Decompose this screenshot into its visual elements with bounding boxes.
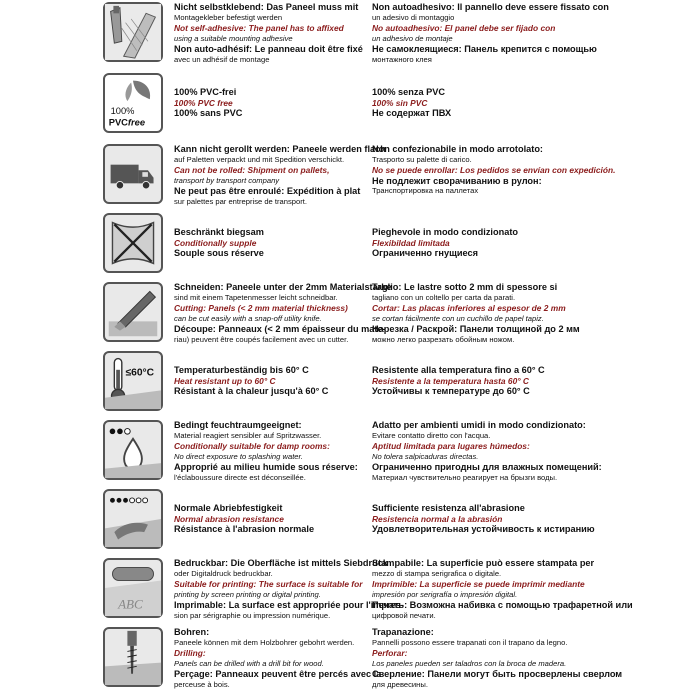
abrasion-hand-icon	[103, 489, 163, 549]
row-5-left-text: Temperaturbeständig bis 60° C Heat resistant up to 60° C Résistant à la chaleur jusqu'à 60° C	[174, 365, 329, 397]
svg-text:PVCfree: PVCfree	[108, 117, 146, 128]
adhesive-tube-icon	[103, 2, 163, 62]
row-9-left-text: Bohren: Paneele können mit dem Holzbohrer gebohrt werden. Drilling: Panels can be drilled with a drill bit for wood. Perçage: Panneaux peuvent être percés avec la perceuse à bois.	[174, 627, 382, 689]
row-1-left-text: 100% PVC-frei 100% PVC free 100% sans PVC	[174, 87, 243, 119]
thermometer-icon	[103, 351, 163, 411]
svg-text:≤60°C: ≤60°C	[125, 367, 155, 379]
row-3-left-text: Beschränkt biegsam Conditionally supple Souple sous réserve	[174, 227, 264, 259]
row-7-left-text: Normale Abriebfestigkeit Normal abrasion resistance Résistance à l'abrasion normale	[174, 503, 315, 535]
row-8-right-text: Stampabile: La superficie può essere stampata per mezzo di stampa serigrafica o digitale. Imprimible: La superficie se puede imprimir mediante impresión por serigrafía o impresión digital. Печать: Возможна набивка с помощью трафаретной или цифровой печати.	[372, 558, 633, 620]
truck-icon	[103, 144, 163, 204]
pvc-icon-percent: 100%	[110, 106, 135, 117]
row-9-right-text: Trapanazione: Pannelli possono essere trapanati con il trapano da legno. Perforar: Los paneles pueden ser taladros con la broca de madera. Сверление: Панели могут быть просверлены сверлом для древесины.	[372, 627, 623, 689]
row-6-right-text: Adatto per ambienti umidi in modo condizionato: Evitare contatto diretto con l'acqua. Aptitud limitada para lugares húmedos: No tolera salpicaduras directas. Ограниченно пригодны для влажных помещений: Материал чувствительно реагирует на брызги воды.	[372, 420, 602, 482]
row-6-left-text: Bedingt feuchtraumgeeignet: Material reagiert sensibler auf Spritzwasser. Conditionally suitable for damp rooms: No direct exposure to splashing water. Approprié au milieu humide sous réserve: l'éclaboussure directe est déconseillée.	[174, 420, 358, 482]
print-roller-icon	[103, 558, 163, 618]
row-4-left-text: Schneiden: Paneele unter der 2mm Materialstärke sind mit einem Tapetenmesser leicht schneidbar. Cutting: Panels (< 2 mm material thickness) can be cut easily with a snap-off utility knife. Découpe: Panneaux (< 2 mm épaisseur du mate- riau) peuvent être coupés facilement avec un cutter.	[174, 282, 392, 344]
drill-icon	[103, 627, 163, 687]
pvc-free-leaf-icon	[103, 73, 163, 133]
row-8-left-text: Bedruckbar: Die Oberfläche ist mittels Siebdruck oder Digitaldruck bedruckbar. Suitable for printing: The surface is suitable for printing by screen printing or digital printing. Imprimable: La surface est appropriée pour l'impres- sion par sérigraphie ou impression numérique.	[174, 558, 404, 620]
row-2-left-text: Kann nicht gerollt werden: Paneele werden flach auf Paletten verpackt und mit Spedition verschickt. Can not be rolled: Shipment on pallets, transport by transport company Ne peut pas être enroulé: Expédition à plat sur palettes par entreprise de transport.	[174, 144, 386, 206]
row-0-left-text: Nicht selbstklebend: Das Paneel muss mit Montagekleber befestigt werden Not self-adhesive: The panel has to affixed using a suitable mounting adhesive Non auto-adhésif: Le panneau doit être fixé avec un adhésif de montage	[174, 2, 363, 64]
row-4-right-text: Taglio: Le lastre sotto 2 mm di spessore si tagliano con un coltello per carta da parati. Cortar: Las placas inferiores al espesor de 2 mm se cortan fácilmente con un cuchillo de papel tapiz. Нарезка / Раскрой: Панели толщиной до 2 мм можно легко разрезать обойным ножом.	[372, 282, 580, 344]
water-drop-icon	[103, 420, 163, 480]
row-2-right-text: Non confezionabile in modo arrotolato: Trasporto su palette di carico. No se puede enrollar: Los pedidos se envían con expedición. Не подлежит сворачиванию в рулон: Транспортировка на паллетах	[372, 144, 616, 196]
row-0-right-text: Non autoadhesivo: Il pannello deve essere fissato con un adesivo di montaggio No autoadhesivo: El panel debe ser fijado con un adhesivo de montaje Не самоклеящиеся: Панель крепится с помощью монтажного клея	[372, 2, 609, 64]
row-3-right-text: Pieghevole in modo condizionato Flexibildad limitada Ограниченно гнущиеся	[372, 227, 518, 259]
row-1-right-text: 100% senza PVC 100% sin PVC Не содержат ПВХ	[372, 87, 452, 119]
svg-text:ABC: ABC	[118, 596, 143, 612]
row-5-right-text: Resistente alla temperatura fino a 60° C Resistente a la temperatura hasta 60° C Устойчивы к температуре до 60° C	[372, 365, 545, 397]
row-7-right-text: Sufficiente resistenza all'abrasione Resistencia normal a la abrasión Удовлетворительная устойчивость к истиранию	[372, 503, 595, 535]
bend-cross-icon	[103, 213, 163, 273]
utility-knife-icon	[103, 282, 163, 342]
